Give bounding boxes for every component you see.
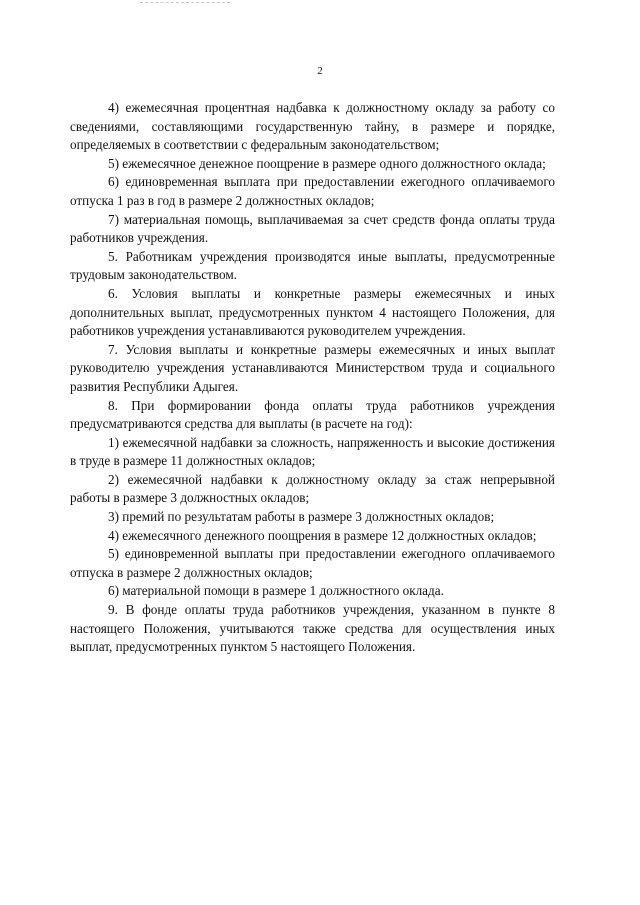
paragraph-8: 8. При формировании фонда оплаты труда работников учреждения предусматриваются средства для выплаты (в расчете на год): <box>70 397 555 432</box>
paragraph-8-3: 3) премий по результатам работы в размере 3 должностных окладов; <box>108 509 495 525</box>
paragraph-8-5: 5) единовременной выплаты при предоставлении ежегодного оплачиваемого отпуска в размере 2 должностных окладов; <box>70 546 555 580</box>
scan-edge-mark <box>140 2 230 4</box>
paragraph-6: 6. Условия выплаты и конкретные размеры ежемесячных и иных дополнительных выплат, предусмотренных пунктом 4 настоящего Положения, для работников учреждения устанавливаются руководителем учреждения. <box>70 285 555 339</box>
paragraph-4-4: 4) ежемесячная процентная надбавка к должностному окладу за работу со сведениями, составляющими государственную тайну, в размере и порядке, определяемых в соответствии с федеральным законодательством; <box>70 100 555 153</box>
paragraph-8-4: 4) ежемесячного денежного поощрения в размере 12 должностных окладов; <box>108 527 537 543</box>
page-number: 2 <box>317 65 323 77</box>
paragraph-4-6: 6) единовременная выплата при предоставлении ежегодного оплачиваемого отпуска 1 раз в год в размере 2 должностных окладов; <box>70 174 555 208</box>
paragraph-5: 5. Работникам учреждения производятся иные выплаты, предусмотренные трудовым законодательством. <box>70 248 555 283</box>
paragraph-4-5: 5) ежемесячное денежное поощрение в размере одного должностного оклада; <box>108 155 546 171</box>
paragraph-8-6: 6) материальной помощи в размере 1 должностного оклада. <box>108 583 444 599</box>
document-body <box>70 99 555 657</box>
paragraph-7: 7. Условия выплаты и конкретные размеры ежемесячных и иных выплат руководителю учреждения устанавливаются Министерством труда и социального развития Республики Адыгея. <box>70 341 555 394</box>
paragraph-8-1: 1) ежемесячной надбавки за сложность, напряженность и высокие достижения в труде в размере 11 должностных окладов; <box>70 434 555 469</box>
paragraph-4-7: 7) материальная помощь, выплачиваемая за счет средств фонда оплаты труда работников учреждения. <box>70 211 555 246</box>
paragraph-8-2: 2) ежемесячной надбавки к должностному окладу за стаж непрерывной работы в размере 3 должностных окладов; <box>70 471 555 506</box>
paragraph-9: 9. В фонде оплаты труда работников учреждения, указанном в пункте 8 настоящего Положения, учитываются также средства для осуществления иных выплат, предусмотренных пунктом 5 настоящего Положения. <box>70 602 555 655</box>
